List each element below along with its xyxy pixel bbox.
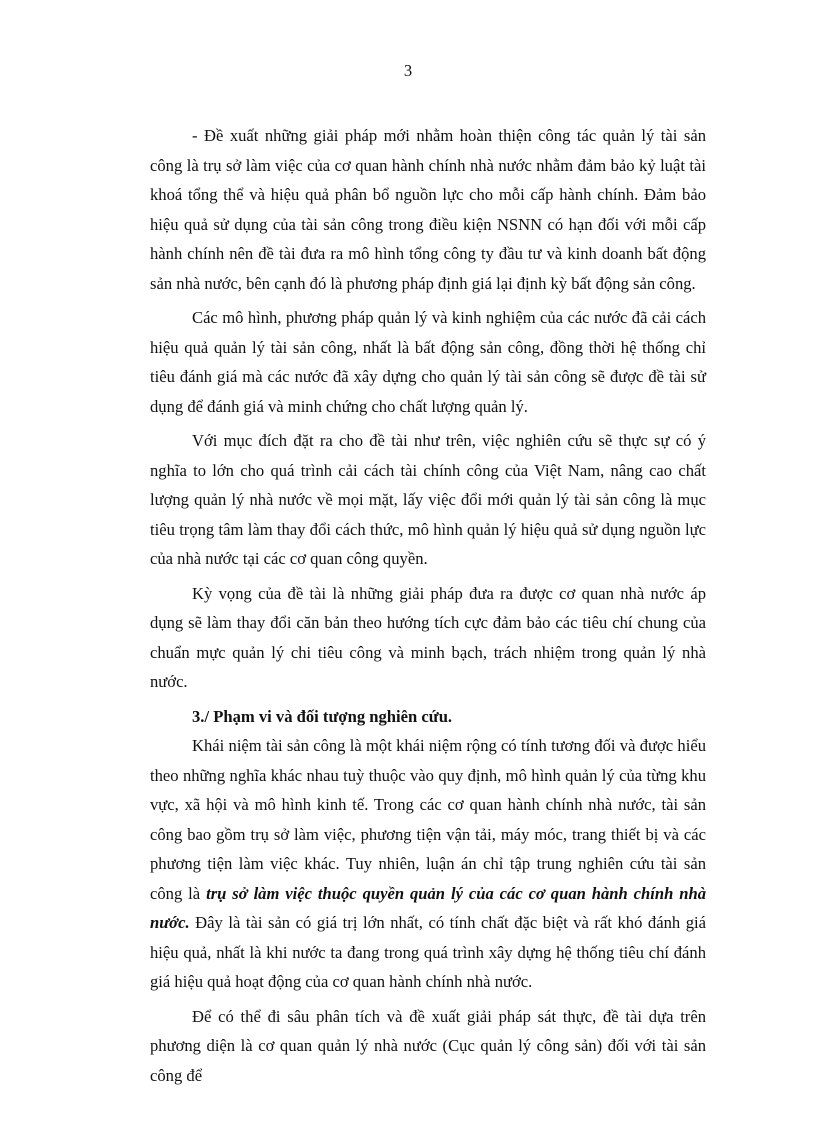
paragraph-5-emphasis: trụ sở làm việc thuộc quyền quản lý của các cơ quan hành chính nhà nước. [150,883,706,932]
paragraph-1: - Đề xuất những giải pháp mới nhằm hoàn thiện công tác quản lý tài sản công là trụ sở làm việc của cơ quan hành chính nhà nước nhằm đảm bảo kỷ luật tài khoá tổng thể và hiệu quả phân bổ nguồn lực cho mỗi cấp hành chính. Đảm bảo hiệu quả sử dụng của tài sản công trong điều kiện NSNN có hạn đối với mỗi cấp hành chính nên đề tài đưa ra mô hình tổng công ty đầu tư và kinh doanh bất động sản nhà nước, bên cạnh đó là phương pháp định giá lại định kỳ bất động sản công. [150,126,706,293]
paragraph-5 [150,731,706,997]
page-body [150,121,706,1090]
paragraph-6: Để có thể đi sâu phân tích và đề xuất giải pháp sát thực, đề tài dựa trên phương diện là cơ quan quản lý nhà nước (Cục quản lý công sản) đối với tài sản công để [150,1006,706,1085]
paragraph-5-start: Khái niệm tài sản công là một khái niệm rộng có tính tương đối và được hiểu theo những nghĩa khác nhau tuỳ thuộc vào quy định, mô hình quản lý của từng khu vực, xã hội và mô hình kinh tế. Trong các cơ quan hành chính nhà nước, tài sản công bao gồm trụ sở làm việc, phương tiện vận tải, máy móc, trang thiết bị và các phương tiện làm việc khác. Tuy nhiên, luận án chỉ tập trung nghiên cứu tài sản công là [150,736,706,903]
paragraph-5-end: Đây là tài sản có giá trị lớn nhất, có tính chất đặc biệt và rất khó đánh giá hiệu quả, nhất là khi nước ta đang trong quá trình xây dựng hệ thống tiêu chí đánh giá hiệu quả hoạt động của cơ quan hành chính nhà nước. [150,913,706,991]
section-heading: 3./ Phạm vi và đối tượng nghiên cứu. [192,706,453,726]
paragraph-2: Các mô hình, phương pháp quản lý và kinh nghiệm của các nước đã cải cách hiệu quả quản lý tài sản công, nhất là bất động sản công, đồng thời hệ thống chỉ tiêu đánh giá mà các nước đã xây dựng cho quản lý tài sản công sẽ được đề tài sử dụng để đánh giá và minh chứng cho chất lượng quản lý. [150,308,706,416]
paragraph-3: Với mục đích đặt ra cho đề tài như trên, việc nghiên cứu sẽ thực sự có ý nghĩa to lớn cho quá trình cải cách tài chính công của Việt Nam, nâng cao chất lượng quản lý nhà nước về mọi mặt, lấy việc đổi mới quản lý tài sản công là mục tiêu trọng tâm làm thay đổi cách thức, mô hình quản lý hiệu quả sử dụng nguồn lực của nhà nước tại các cơ quan công quyền. [150,431,706,568]
paragraph-4: Kỳ vọng của đề tài là những giải pháp đưa ra được cơ quan nhà nước áp dụng sẽ làm thay đổi căn bản theo hướng tích cực đảm bảo các tiêu chí chung của chuẩn mực quản lý chi tiêu công và minh bạch, trách nhiệm trong quản lý nhà nước. [150,583,706,691]
page-number: 3 [403,61,413,80]
